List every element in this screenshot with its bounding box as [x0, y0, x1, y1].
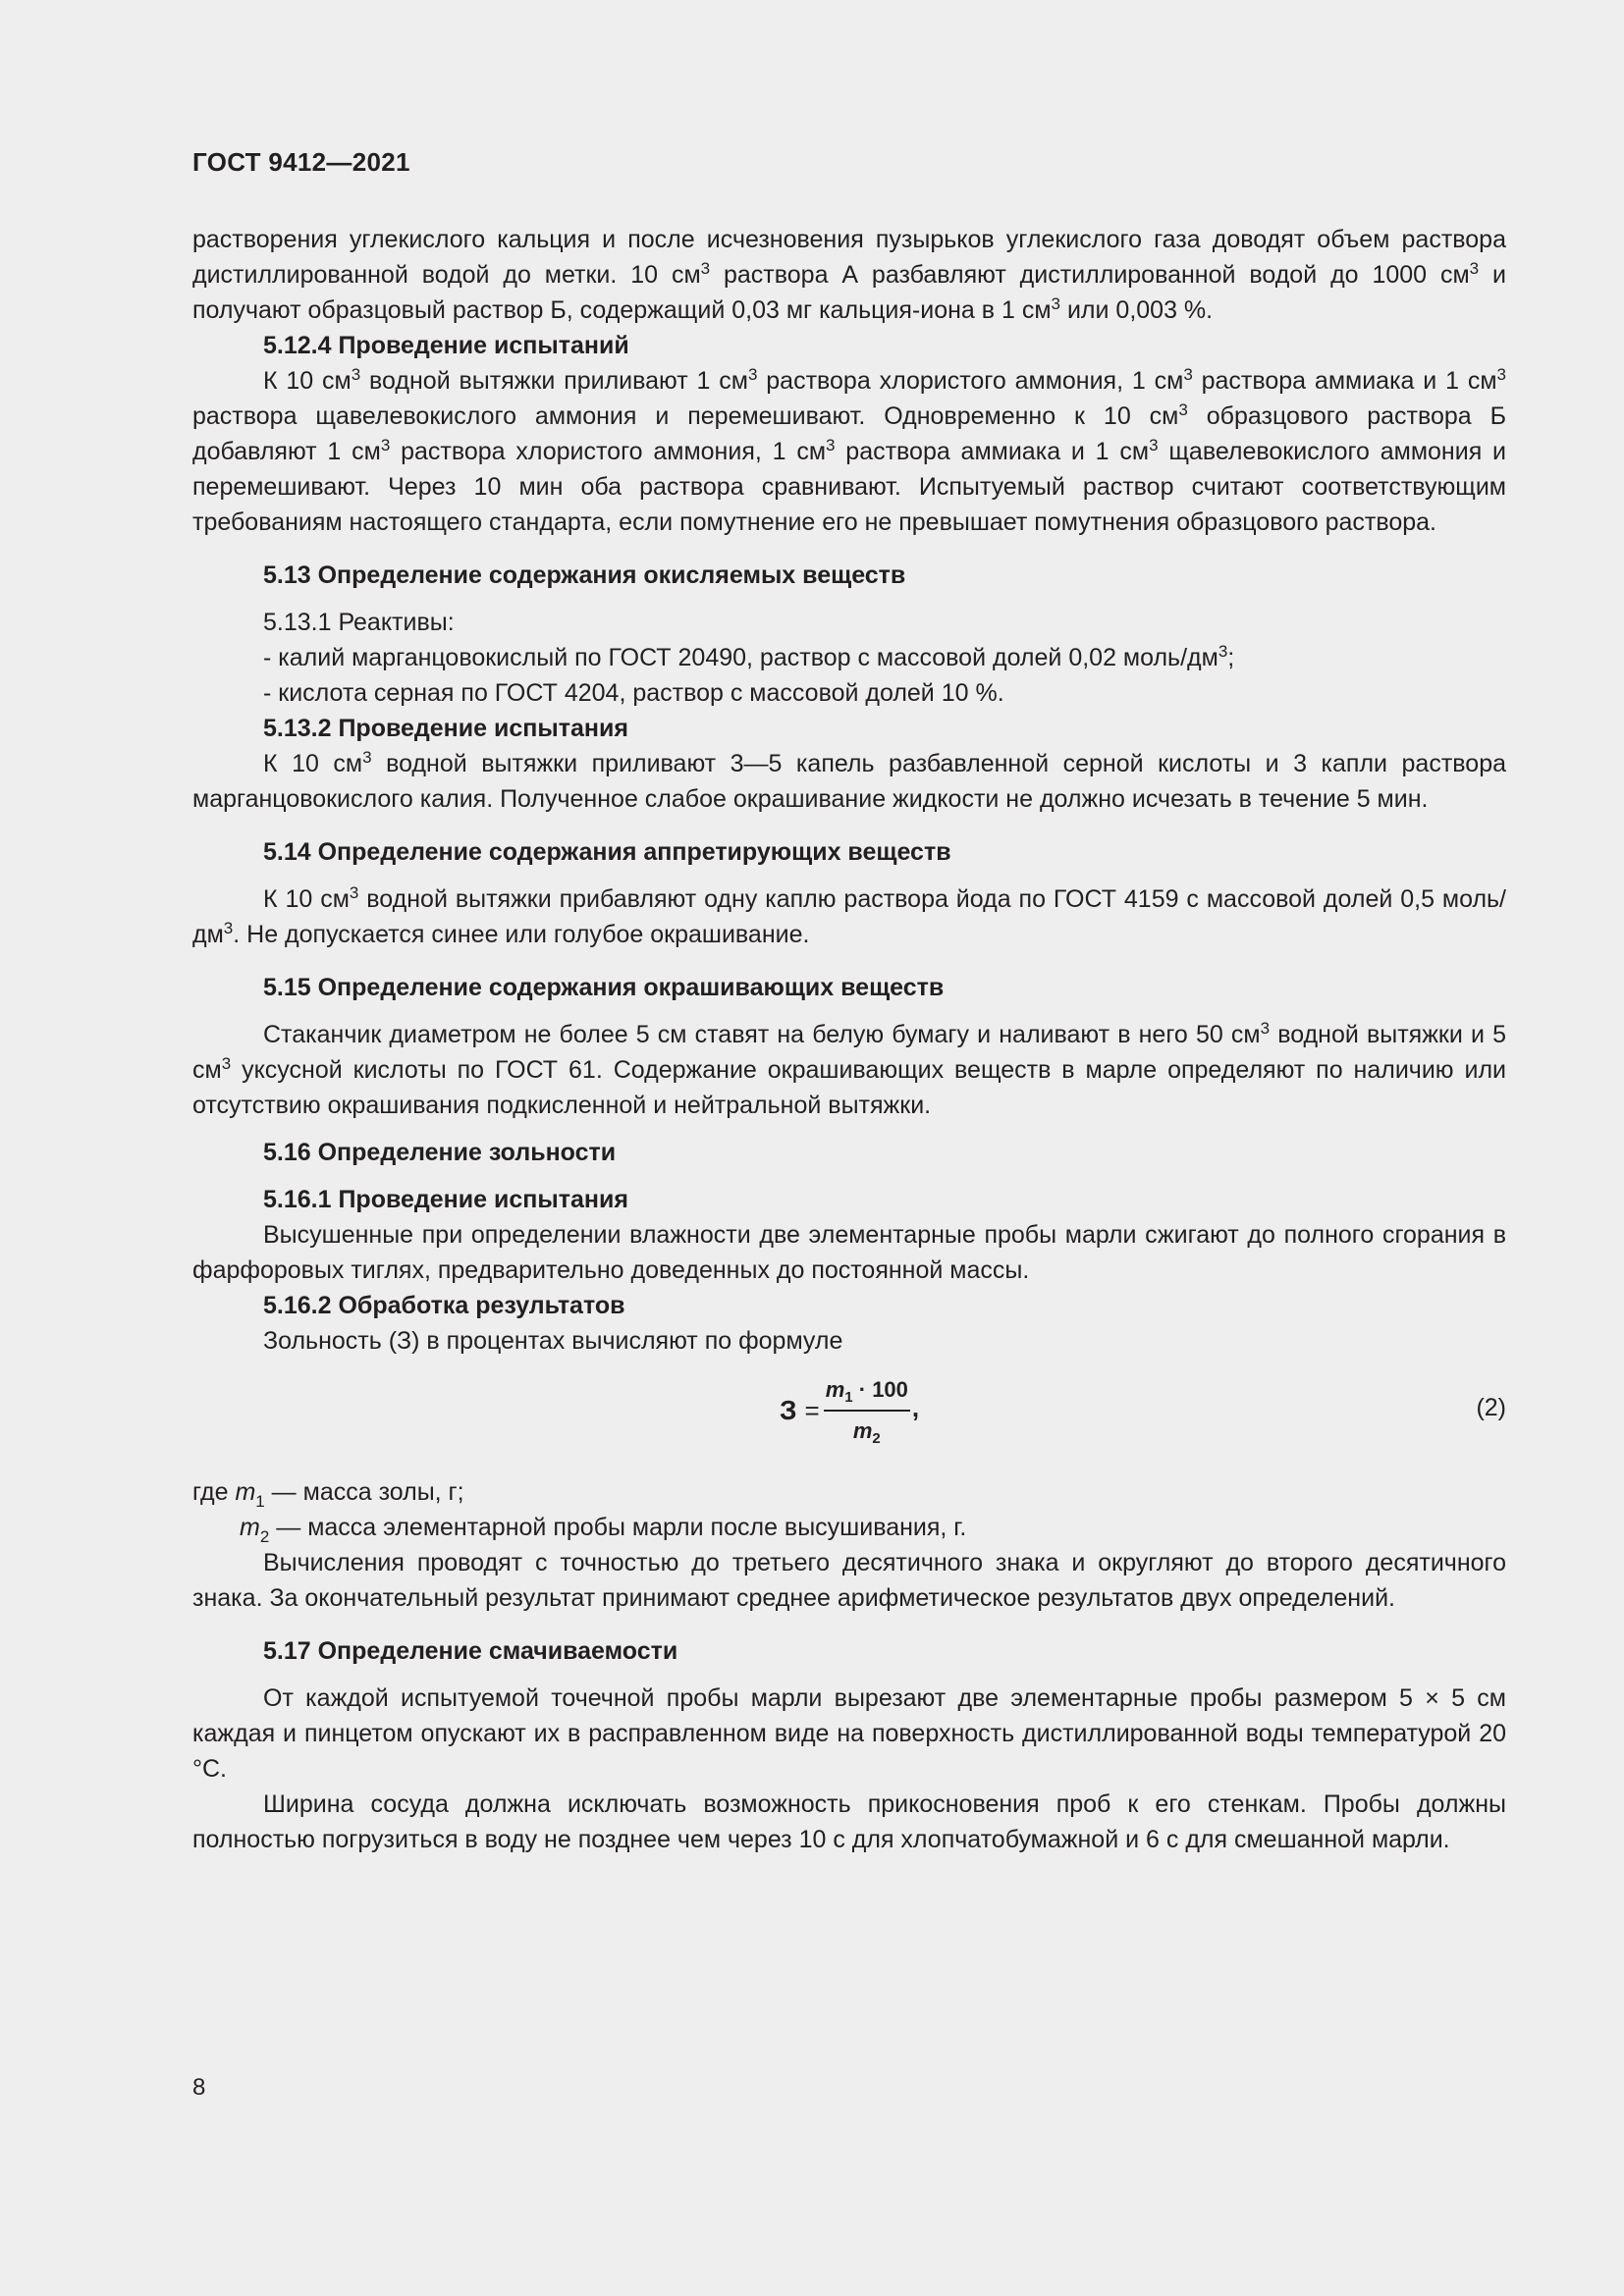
formula-fraction: [824, 1372, 910, 1449]
intro-paragraph: растворения углекислого кальция и после исчезновения пузырьков углекислого газа доводят объем раствора дистиллированной водой до метки. 10 $см^3$ раствора А разбавляют дистиллированной водой до 1000 $см^3$ и получают образцовый раствор Б, содержащий 0,03 мг кальция-иона в 1 $см^3$ или 0,003 %.: [192, 226, 1506, 324]
reagent-item-1: - калий марганцовокислый по ГОСТ 20490, раствор с массовой долей 0,02 моль/$дм^3$;: [263, 642, 1235, 671]
formula-numerator: $m_1 \cdot 100$: [824, 1372, 910, 1412]
heading-5-13-2: 5.13.2 Проведение испытания: [263, 715, 628, 742]
paragraph-5-17-2: Ширина сосуда должна исключать возможность прикосновения проб к его стенкам. Пробы должны полностью погрузиться в воду не позднее чем через 10 с для хлопчатобумажной и 6 с для смешанной марли.: [192, 1790, 1506, 1853]
reagents-title: 5.13.1 Реактивы:: [263, 609, 455, 636]
ash-content-formula: [780, 1372, 919, 1449]
heading-5-15: 5.15 Определение содержания окрашивающих веществ: [263, 974, 945, 1001]
heading-5-17: 5.17 Определение смачиваемости: [263, 1637, 678, 1665]
formula-number: (2): [1476, 1394, 1506, 1421]
document-header: ГОСТ 9412—2021: [192, 147, 410, 177]
paragraph-5-13-2: К 10 $см^3$ водной вытяжки приливают 3—5 капель разбавленной серной кислоты и 3 капли раствора марганцовокислого калия. Полученное слабое окрашивание жидкости не должно исчезать в течение 5 мин.: [192, 748, 1507, 813]
formula-equals: =: [804, 1396, 820, 1425]
formula-denominator: $m_2$: [852, 1418, 881, 1447]
heading-5-16-2: 5.16.2 Обработка результатов: [263, 1292, 625, 1319]
where-line-1: где $m_1$ — масса золы, г;: [192, 1478, 464, 1511]
reagent-item-2: - кислота серная по ГОСТ 4204, раствор с массовой долей 10 %.: [263, 679, 1004, 707]
heading-5-14: 5.14 Определение содержания аппретирующих веществ: [263, 838, 951, 866]
heading-5-12-4: 5.12.4 Проведение испытаний: [263, 332, 629, 359]
heading-5-13: 5.13 Определение содержания окисляемых веществ: [263, 561, 906, 589]
formula-comma: ,: [911, 1393, 920, 1422]
document-body: [192, 222, 1506, 1857]
paragraph-5-16-1: Высушенные при определении влажности две элементарные пробы марли сжигают до полного сгорания в фарфоровых тиглях, предварительно доведенных до постоянной массы.: [192, 1221, 1506, 1284]
where-line-2: $m_2$ — масса элементарной пробы марли после высушивания, г.: [240, 1514, 967, 1546]
page-number: 8: [192, 2074, 206, 2101]
heading-5-16: 5.16 Определение зольности: [263, 1139, 617, 1166]
heading-5-16-1: 5.16.1 Проведение испытания: [263, 1186, 628, 1213]
formula-block: [192, 1364, 1506, 1474]
calculation-paragraph: Вычисления проводят с точностью до третьего десятичного знака и округляют до второго десятичного знака. За окончательный результат принимают среднее арифметическое результатов двух определений.: [192, 1549, 1506, 1612]
formula-lhs: З: [780, 1395, 797, 1425]
paragraph-5-15: Стаканчик диаметром не более 5 см ставят на белую бумагу и наливают в него 50 $см^3$ водной вытяжки и 5 $см^3$ уксусной кислоты по ГОСТ 61. Содержание окрашивающих веществ в марле определяют по наличию или отсутствию окрашивания подкисленной и нейтральной вытяжки.: [192, 1019, 1506, 1119]
paragraph-5-14: К 10 $см^3$ водной вытяжки прибавляют одну каплю раствора йода по ГОСТ 4159 с массовой долей 0,5 моль/$дм^3$. Не допускается синее или голубое окрашивание.: [192, 883, 1507, 948]
paragraph-5-17-1: От каждой испытуемой точечной пробы марли вырезают две элементарные пробы размером 5 × 5 см каждая и пинцетом опускают их в расправленном виде на поверхность дистиллированной воды температурой 20 °С.: [192, 1684, 1506, 1783]
paragraph-5-12-4: К 10 $см^3$ водной вытяжки приливают 1 $см^3$ раствора хлористого аммония, 1 $см^3$ раствора аммиака и 1 $см^3$ раствора щавелевокислого аммония и перемешивают. Одновременно к 10 $см^3$ образцового раствора Б добавляют 1 $см^3$ раствора хлористого аммония, 1 $см^3$ раствора аммиака и 1 $см^3$ щавелевокислого аммония и перемешивают. Через 10 мин оба раствора сравнивают. Испытуемый раствор считают соответствующим требованиям настоящего стандарта, если помутнение его не превышает помутнения образцового раствора.: [192, 365, 1507, 536]
paragraph-5-16-2: Зольность (З) в процентах вычисляют по формуле: [263, 1327, 843, 1355]
